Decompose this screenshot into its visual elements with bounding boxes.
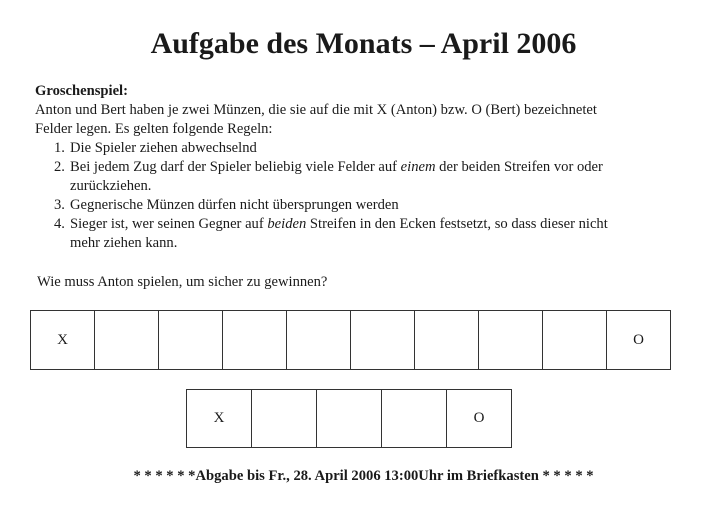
board-cell (543, 310, 607, 370)
rule-line (70, 158, 710, 177)
rule-line: zurückziehen. (70, 178, 152, 194)
board-cell (415, 310, 479, 370)
rule-line: Die Spieler ziehen abwechselnd (70, 140, 257, 156)
board-cell (351, 310, 415, 370)
rule-item (35, 139, 710, 158)
rule-item (35, 196, 710, 215)
rule-number: 2. (54, 159, 65, 175)
board-cell: O (447, 389, 512, 448)
board-cell: O (607, 310, 671, 370)
rule-text-part: Sieger ist, wer seinen Gegner auf (70, 216, 268, 232)
rule-number: 4. (54, 216, 65, 232)
rules-list (35, 139, 710, 253)
board-cell (317, 389, 382, 448)
board-cell (223, 310, 287, 370)
rule-emphasis: einem (400, 159, 436, 175)
board-cell: X (187, 389, 252, 448)
intro-line-1: Anton und Bert haben je zwei Münzen, die sie auf die mit X (Anton) bzw. O (Bert) bezeichnetet (35, 102, 597, 118)
rule-number: 1. (54, 140, 65, 156)
game-strip-short (186, 389, 512, 448)
rule-item (35, 215, 710, 253)
board-cell (287, 310, 351, 370)
submission-deadline: * * * * * *Abgabe bis Fr., 28. April 2006 13:00Uhr im Briefkasten * * * * * (133, 468, 594, 484)
task-description (35, 82, 710, 253)
board-cell (159, 310, 223, 370)
question-text: Wie muss Anton spielen, um sicher zu gewinnen? (37, 274, 328, 290)
rule-emphasis: beiden (267, 216, 307, 232)
rule-line (70, 215, 710, 234)
rule-item (35, 158, 710, 196)
rule-number: 3. (54, 197, 65, 213)
rule-text-part: Bei jedem Zug darf der Spieler beliebig viele Felder auf (70, 159, 401, 175)
rule-text-part: der beiden Streifen vor oder (435, 159, 603, 175)
section-heading: Groschenspiel: (35, 83, 128, 99)
rule-text (70, 139, 710, 158)
board-cell: X (31, 310, 95, 370)
intro-line-2: Felder legen. Es gelten folgende Regeln: (35, 121, 273, 137)
board-cell (252, 389, 317, 448)
board-cell (479, 310, 543, 370)
rule-text (70, 158, 710, 196)
rule-text-part: Streifen in den Ecken festsetzt, so dass dieser nicht (306, 216, 608, 232)
rule-text (70, 215, 710, 253)
game-strip-long (30, 310, 671, 370)
board-cell (382, 389, 447, 448)
rule-text (70, 196, 710, 215)
board-cell (95, 310, 159, 370)
page-title: Aufgabe des Monats – April 2006 (150, 27, 577, 60)
rule-line: Gegnerische Münzen dürfen nicht übersprungen werden (70, 197, 399, 213)
rule-line: mehr ziehen kann. (70, 235, 178, 251)
